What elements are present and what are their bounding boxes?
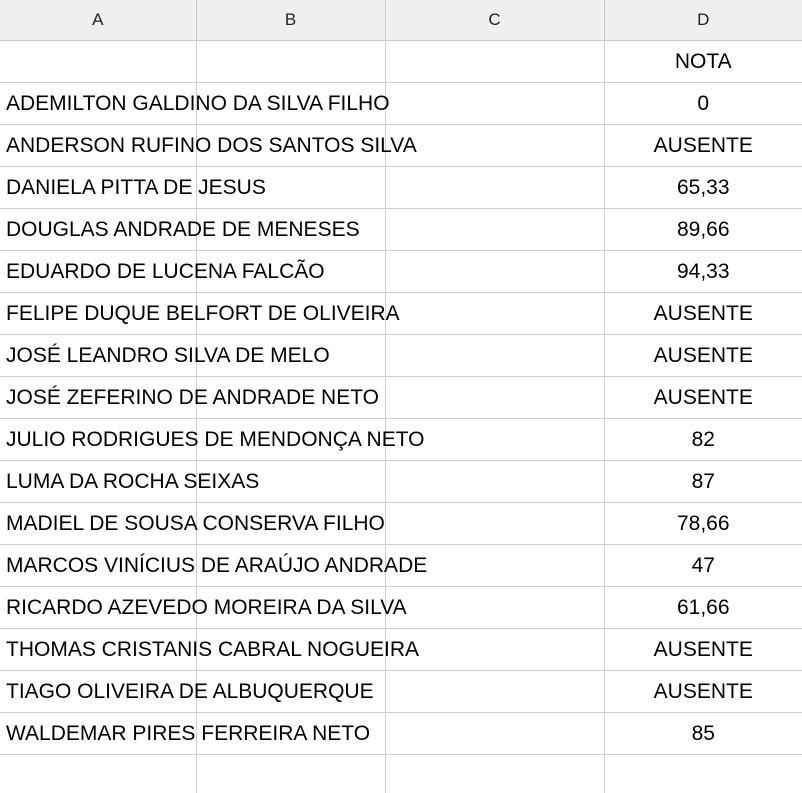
student-name: JOSÉ LEANDRO SILVA DE MELO <box>6 344 330 368</box>
table-row[interactable] <box>0 335 802 377</box>
cell-c[interactable] <box>385 503 604 545</box>
cell-c[interactable] <box>385 335 604 377</box>
cell-name[interactable] <box>0 335 196 377</box>
cell-b-empty[interactable] <box>196 755 385 793</box>
cell-nota[interactable]: AUSENTE <box>604 125 802 167</box>
cell-name[interactable] <box>0 713 196 755</box>
cell-c-nota-row[interactable] <box>385 41 604 83</box>
table-row[interactable] <box>0 461 802 503</box>
cell-nota[interactable]: 87 <box>604 461 802 503</box>
student-name: FELIPE DUQUE BELFORT DE OLIVEIRA <box>6 302 400 326</box>
cell-c[interactable] <box>385 209 604 251</box>
cell-c-empty[interactable] <box>385 755 604 793</box>
cell-nota[interactable]: 61,66 <box>604 587 802 629</box>
cell-nota[interactable]: 47 <box>604 545 802 587</box>
student-name: MARCOS VINÍCIUS DE ARAÚJO ANDRADE <box>6 554 427 578</box>
cell-name[interactable] <box>0 125 196 167</box>
table-row[interactable] <box>0 167 802 209</box>
cell-name[interactable] <box>0 545 196 587</box>
table-row[interactable] <box>0 83 802 125</box>
table-row[interactable] <box>0 419 802 461</box>
student-name: EDUARDO DE LUCENA FALCÃO <box>6 260 325 284</box>
column-header-c[interactable]: C <box>385 0 604 41</box>
cell-nota[interactable]: 82 <box>604 419 802 461</box>
cell-name[interactable] <box>0 503 196 545</box>
cell-c[interactable] <box>385 713 604 755</box>
table-row[interactable] <box>0 209 802 251</box>
cell-nota[interactable]: 65,33 <box>604 167 802 209</box>
student-name: WALDEMAR PIRES FERREIRA NETO <box>6 722 370 746</box>
cell-name[interactable] <box>0 671 196 713</box>
student-name: TIAGO OLIVEIRA DE ALBUQUERQUE <box>6 680 374 704</box>
cell-name[interactable] <box>0 251 196 293</box>
table-row[interactable] <box>0 125 802 167</box>
student-name: DOUGLAS ANDRADE DE MENESES <box>6 218 360 242</box>
cell-d-nota-header[interactable]: NOTA <box>604 41 802 83</box>
cell-b-nota-row[interactable] <box>196 41 385 83</box>
student-name: ADEMILTON GALDINO DA SILVA FILHO <box>6 92 390 116</box>
table-row[interactable] <box>0 293 802 335</box>
cell-name[interactable] <box>0 83 196 125</box>
cell-c[interactable] <box>385 167 604 209</box>
student-name: ANDERSON RUFINO DOS SANTOS SILVA <box>6 134 417 158</box>
cell-name[interactable] <box>0 377 196 419</box>
table-row-header-labels[interactable] <box>0 41 802 83</box>
cell-d-empty[interactable] <box>604 755 802 793</box>
column-header-row <box>0 0 802 41</box>
cell-nota[interactable]: 0 <box>604 83 802 125</box>
cell-nota[interactable]: AUSENTE <box>604 671 802 713</box>
cell-nota[interactable]: 85 <box>604 713 802 755</box>
table-row-empty[interactable] <box>0 755 802 793</box>
cell-c[interactable] <box>385 251 604 293</box>
table-row[interactable] <box>0 251 802 293</box>
table-row[interactable] <box>0 713 802 755</box>
student-name: JULIO RODRIGUES DE MENDONÇA NETO <box>6 428 425 452</box>
cell-a-empty[interactable] <box>0 755 196 793</box>
cell-nota[interactable]: 78,66 <box>604 503 802 545</box>
table-row[interactable] <box>0 545 802 587</box>
table-row[interactable] <box>0 377 802 419</box>
cell-nota[interactable]: AUSENTE <box>604 377 802 419</box>
cell-a-nota-row[interactable] <box>0 41 196 83</box>
table-row[interactable] <box>0 671 802 713</box>
column-header-b[interactable]: B <box>196 0 385 41</box>
table-row[interactable] <box>0 503 802 545</box>
cell-name[interactable] <box>0 587 196 629</box>
cell-name[interactable] <box>0 209 196 251</box>
cell-c[interactable] <box>385 377 604 419</box>
cell-c[interactable] <box>385 293 604 335</box>
cell-c[interactable] <box>385 125 604 167</box>
cell-nota[interactable]: AUSENTE <box>604 335 802 377</box>
student-name: LUMA DA ROCHA SEIXAS <box>6 470 259 494</box>
cell-name[interactable] <box>0 167 196 209</box>
cell-c[interactable] <box>385 83 604 125</box>
cell-nota[interactable]: 89,66 <box>604 209 802 251</box>
cell-nota[interactable]: 94,33 <box>604 251 802 293</box>
student-name: RICARDO AZEVEDO MOREIRA DA SILVA <box>6 596 407 620</box>
cell-name[interactable] <box>0 293 196 335</box>
table-body <box>0 41 802 793</box>
cell-name[interactable] <box>0 629 196 671</box>
cell-c[interactable] <box>385 587 604 629</box>
student-name: THOMAS CRISTANIS CABRAL NOGUEIRA <box>6 638 419 662</box>
cell-nota[interactable]: AUSENTE <box>604 629 802 671</box>
student-name: JOSÉ ZEFERINO DE ANDRADE NETO <box>6 386 379 410</box>
cell-c[interactable] <box>385 461 604 503</box>
cell-nota[interactable]: AUSENTE <box>604 293 802 335</box>
student-name: DANIELA PITTA DE JESUS <box>6 176 266 200</box>
cell-name[interactable] <box>0 461 196 503</box>
column-header-d[interactable]: D <box>604 0 802 41</box>
column-header-a[interactable]: A <box>0 0 196 41</box>
cell-c[interactable] <box>385 671 604 713</box>
table-row[interactable] <box>0 629 802 671</box>
table-row[interactable] <box>0 587 802 629</box>
student-name: MADIEL DE SOUSA CONSERVA FILHO <box>6 512 385 536</box>
cell-name[interactable] <box>0 419 196 461</box>
